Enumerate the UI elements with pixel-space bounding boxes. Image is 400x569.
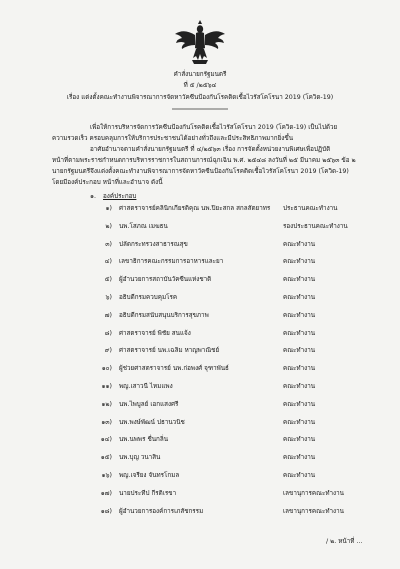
member-name: พญ.เสาวนี ไหมแพง: [119, 383, 173, 390]
member-number: ๑๕): [100, 454, 112, 462]
member-number: ๘): [104, 329, 112, 337]
member-role: คณะทำงาน: [283, 258, 316, 266]
member-number: ๗): [104, 311, 112, 319]
paragraph-1-line-1: เพื่อให้การบริหารจัดการวัคซีนป้องกันโรคติดเชื้อไวรัสโคโรนา 2019 (โควิด-19) เป็นไปด้วย: [90, 124, 338, 131]
member-number: ๑๔): [100, 436, 112, 444]
paragraph-2-line-1: อาศัยอำนาจตามคำสั่งนายกรัฐมนตรี ที่ ๔/๒๕๖๓ เรื่อง การจัดตั้งหน่วยงานพิเศษเพื่อปฏิบัติ: [90, 146, 331, 153]
member-role: คณะทำงาน: [283, 294, 316, 301]
member-role: คณะทำงาน: [283, 365, 316, 373]
member-number: ๑๘): [100, 507, 112, 515]
member-name: อธิบดีกรมสนับสนุนบริการสุขภาพ: [119, 311, 209, 319]
continuation-note: / ๒. หน้าที่ ...: [326, 538, 363, 545]
member-number: ๑๐): [101, 365, 112, 373]
member-number: ๑๗): [100, 489, 112, 497]
document-title: คำสั่งนายกรัฐมนตรี: [173, 71, 227, 78]
member-name: นพ.ไพบูลย์ เอกแสงศรี: [119, 400, 179, 408]
member-name: เลขาธิการคณะกรรมการอาหารและยา: [119, 258, 224, 266]
member-number: ๒): [105, 222, 112, 230]
member-name: ปลัดกระทรวงสาธารณสุข: [119, 240, 188, 248]
member-number: ๕): [104, 276, 112, 284]
member-number: ๙): [104, 347, 112, 355]
member-role: เลขานุการคณะทำงาน: [283, 489, 344, 497]
member-role: รองประธานคณะทำงาน: [283, 222, 348, 230]
order-subject: เรื่อง แต่งตั้งคณะทำงานพิจารณาการจัดหาวัคซีนป้องกันโรคติดเชื้อไวรัสโคโรนา 2019 (โควิด-19): [66, 94, 334, 101]
member-role: คณะทำงาน: [283, 347, 316, 355]
subject-divider: [172, 108, 228, 111]
member-role: คณะทำงาน: [283, 472, 316, 479]
member-role: คณะทำงาน: [283, 311, 316, 319]
paragraph-2-line-3: นายกรัฐมนตรีจึงแต่งตั้งคณะทำงานพิจารณาการจัดหาวัคซีนป้องกันโรคติดเชื้อไวรัสโคโรนา 2019 (โควิด-19): [52, 168, 349, 175]
member-number: ๑๒): [101, 400, 112, 408]
section-number: ๑.: [90, 193, 96, 200]
member-name: ศาสตราจารย์ นพ.เฉลิม หาญพาณิชย์: [119, 347, 220, 355]
member-name: นพ.นพพร ชื่นกลิ่น: [119, 436, 169, 444]
member-number: ๑๑): [101, 383, 112, 390]
member-number: ๑): [105, 205, 112, 212]
member-role: คณะทำงาน: [283, 329, 316, 337]
paragraph-1-line-2: ความรวดเร็ว ครอบคลุมการให้บริการประชาชนได้อย่างทั่วถึงและมีประสิทธิภาพมากยิ่งขึ้น: [52, 135, 293, 142]
member-role: ประธานคณะทำงาน: [283, 205, 338, 212]
paragraph-2-line-4: โดยมีองค์ประกอบ หน้าที่และอำนาจ ดังนี้: [52, 179, 163, 186]
member-number: ๖): [105, 294, 112, 301]
member-name: ศาสตราจารย์ พิชัย สนแจ้ง: [119, 329, 191, 337]
member-role: คณะทำงาน: [283, 240, 316, 248]
member-role: เลขานุการคณะทำงาน: [283, 507, 344, 515]
member-name: ผู้อำนวยการองค์การเภสัชกรรม: [119, 507, 204, 515]
member-number: ๑๓): [101, 418, 112, 426]
member-role: คณะทำงาน: [283, 400, 316, 408]
paragraph-2-line-2: หน้าที่ตามพระราชกำหนดการบริหารราชการในสถานการณ์ฉุกเฉิน พ.ศ. ๒๕๔๘ ลงวันที่ ๒๕ มีนาคม ๒๕๖๓ ข้อ ๒: [52, 157, 356, 164]
garuda-emblem-icon: [172, 18, 228, 66]
member-role: คณะทำงาน: [283, 383, 316, 390]
member-role: คณะทำงาน: [283, 436, 316, 444]
member-role: คณะทำงาน: [283, 276, 316, 284]
order-number: ที่ ๕ /๒๕๖๔: [183, 82, 217, 89]
member-name: นพ.โสภณ เมฆธน: [119, 222, 168, 230]
member-name: นายประทีป กีรติเรขา: [119, 489, 177, 497]
member-name: นพ.บุญ วนาสิน: [119, 454, 161, 462]
section-title: องค์ประกอบ: [103, 193, 137, 200]
member-name: ผู้ช่วยศาสตราจารย์ นพ.ก่อพงศ์ จุฑาพันธ์: [119, 365, 229, 373]
member-number: ๔): [104, 258, 112, 266]
member-number: ๓): [105, 240, 112, 248]
member-name: พญ.เจรียง จันทรโกมล: [119, 472, 180, 479]
member-name: นพ.พงษ์พัฒน์ ปธานวนิช: [119, 418, 185, 426]
member-name: ผู้อำนวยการสถาบันวัคซีนแห่งชาติ: [119, 276, 212, 284]
member-role: คณะทำงาน: [283, 454, 316, 462]
member-role: คณะทำงาน: [283, 418, 316, 426]
member-name: อธิบดีกรมควบคุมโรค: [119, 294, 178, 301]
member-number: ๑๖): [101, 472, 112, 479]
member-name: ศาสตราจารย์คลินิกเกียรติคุณ นพ.ปิยะสกล สกลสัตยาทร: [119, 205, 271, 212]
